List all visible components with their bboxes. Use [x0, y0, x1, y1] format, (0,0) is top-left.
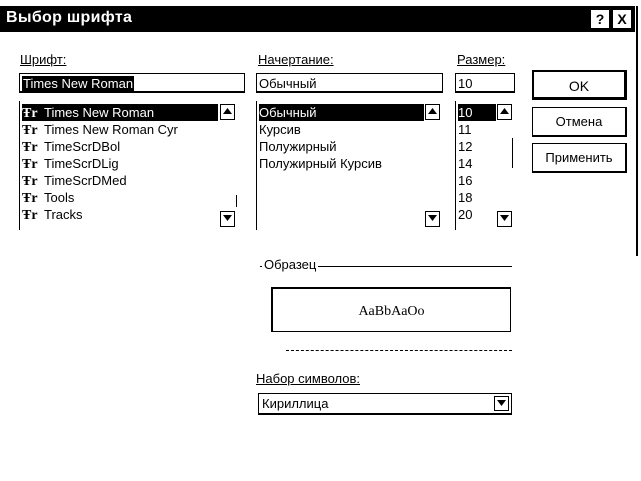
- charset-label: Набор символов:: [256, 371, 361, 386]
- charset-dropdown-button[interactable]: [494, 396, 509, 411]
- list-item-label: TimeScrDBol: [44, 139, 121, 154]
- list-item[interactable]: [22, 138, 218, 155]
- font-input-value: Times New Roman: [23, 76, 134, 91]
- list-item-label: Курсив: [259, 122, 301, 137]
- truetype-font-icon: Ŧr: [22, 106, 38, 121]
- size-scroll-down[interactable]: [497, 211, 512, 227]
- sample-group-bottom: [286, 350, 512, 352]
- list-item-label: Tracks: [44, 207, 83, 222]
- window-edge: [636, 6, 638, 256]
- ok-button[interactable]: OK: [532, 70, 627, 100]
- size-scroll-track: [512, 138, 513, 168]
- sample-preview: AaBbAaOo: [271, 287, 511, 332]
- list-item-label: 12: [458, 139, 473, 154]
- truetype-font-icon: Ŧr: [22, 174, 38, 189]
- scroll-up-icon: [223, 108, 232, 115]
- list-item[interactable]: [259, 104, 424, 121]
- truetype-font-icon: Ŧr: [22, 208, 38, 223]
- truetype-font-icon: Ŧr: [22, 123, 38, 138]
- size-scroll-up[interactable]: [497, 104, 512, 120]
- cancel-button[interactable]: Отмена: [532, 107, 627, 137]
- list-item[interactable]: [458, 189, 496, 206]
- truetype-font-icon: Ŧr: [22, 191, 38, 206]
- size-label: Размер:: [457, 52, 506, 67]
- font-scroll-track: [236, 195, 237, 207]
- list-item-label: TimeScrDMed: [44, 173, 127, 188]
- style-scroll-up[interactable]: [425, 104, 440, 120]
- font-scroll-up[interactable]: [220, 104, 235, 120]
- list-item-label: 10: [458, 105, 473, 120]
- scroll-down-icon: [223, 215, 232, 222]
- list-item[interactable]: [22, 189, 218, 206]
- help-button[interactable]: ?: [590, 9, 610, 29]
- charset-select[interactable]: [258, 393, 512, 415]
- list-item-label: Полужирный Курсив: [259, 156, 382, 171]
- list-item-label: Обычный: [259, 105, 317, 120]
- list-item[interactable]: [458, 155, 496, 172]
- scroll-down-icon: [428, 215, 437, 222]
- list-item-label: 18: [458, 190, 473, 205]
- size-input[interactable]: 10: [455, 73, 515, 93]
- truetype-font-icon: Ŧr: [22, 140, 38, 155]
- list-item[interactable]: [259, 155, 424, 172]
- list-item[interactable]: [259, 138, 424, 155]
- style-label: Начертание:: [258, 52, 334, 67]
- list-item[interactable]: [458, 206, 496, 223]
- title-bar[interactable]: [0, 6, 635, 32]
- list-item-label: Times New Roman: [44, 105, 155, 120]
- apply-button[interactable]: Применить: [532, 143, 627, 173]
- scroll-up-icon: [500, 108, 509, 115]
- list-item[interactable]: [22, 121, 218, 138]
- list-item-label: Tools: [44, 190, 75, 205]
- list-item[interactable]: [458, 172, 496, 189]
- list-item-label: 11: [458, 122, 472, 137]
- font-scroll-down[interactable]: [220, 211, 235, 227]
- list-item-label: Полужирный: [259, 139, 337, 154]
- sample-group-label: Образец: [264, 257, 317, 272]
- font-input[interactable]: [19, 73, 245, 93]
- list-item[interactable]: [22, 155, 218, 172]
- style-input[interactable]: Обычный: [256, 73, 443, 93]
- scroll-up-icon: [428, 108, 437, 115]
- scroll-down-icon: [500, 215, 509, 222]
- style-list[interactable]: [256, 101, 443, 230]
- truetype-font-icon: Ŧr: [22, 157, 38, 172]
- list-item[interactable]: [458, 104, 496, 121]
- list-item[interactable]: [22, 104, 218, 121]
- list-item-label: 16: [458, 173, 473, 188]
- list-item[interactable]: [259, 121, 424, 138]
- list-item-label: 14: [458, 156, 473, 171]
- list-item[interactable]: [458, 138, 496, 155]
- list-item[interactable]: [458, 121, 496, 138]
- list-item[interactable]: [22, 206, 218, 223]
- window-title: Выбор шрифта: [6, 9, 133, 26]
- list-item[interactable]: [22, 172, 218, 189]
- close-button[interactable]: X: [612, 9, 632, 29]
- style-scroll-down[interactable]: [425, 211, 440, 227]
- list-item-label: Times New Roman Cyr: [44, 122, 178, 137]
- list-item-label: 20: [458, 207, 473, 222]
- charset-value: Кириллица: [262, 396, 329, 411]
- font-list[interactable]: [19, 101, 244, 230]
- list-item-label: TimeScrDLig: [44, 156, 119, 171]
- font-label: Шрифт:: [20, 52, 67, 67]
- chevron-down-icon: [497, 400, 506, 407]
